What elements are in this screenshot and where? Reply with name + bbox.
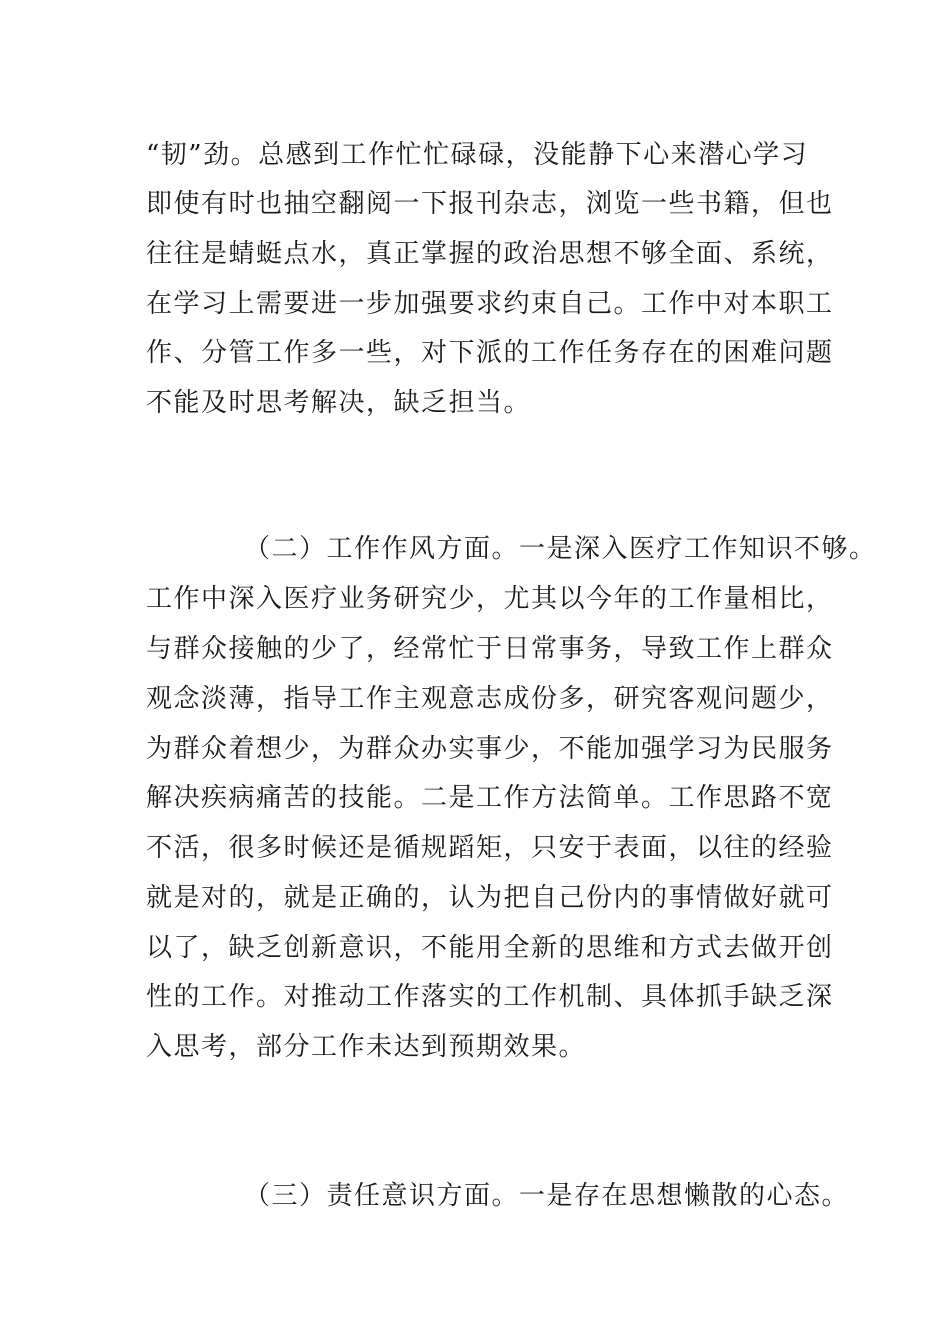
paragraph-line: 为群众着想少，为群众办实事少，不能加强学习为民服务 (146, 734, 834, 764)
paragraph-line: 不能及时思考解决，缺乏担当。 (146, 388, 532, 418)
paragraph-line: 解决疾病痛苦的技能。二是工作方法简单。工作思路不宽 (146, 783, 834, 813)
paragraph-line: 以了，缺乏创新意识，不能用全新的思维和方式去做开创 (146, 933, 834, 963)
paragraph-line: 往往是蜻蜓点水，真正掌握的政治思想不够全面、系统， (146, 239, 834, 269)
paragraph-line: 与群众接触的少了，经常忙于日常事务，导致工作上群众 (146, 634, 834, 664)
paragraph-line: 即使有时也抽空翻阅一下报刊杂志，浏览一些书籍，但也 (146, 189, 834, 219)
paragraph-line: “韧”劲。总感到工作忙忙碌碌，没能静下心来潜心学习 (146, 140, 809, 170)
paragraph-line: 在学习上需要进一步加强要求约束自己。工作中对本职工 (146, 289, 834, 319)
section-heading-line: （三）责任意识方面。一是存在思想懒散的心态。 (244, 1181, 850, 1211)
paragraph-line: 入思考，部分工作未达到预期效果。 (146, 1032, 587, 1062)
paragraph-line: 作、分管工作多一些，对下派的工作任务存在的困难问题 (146, 338, 834, 368)
section-heading-line: （二）工作作风方面。一是深入医疗工作知识不够。 (244, 534, 877, 564)
paragraph-line: 就是对的，就是正确的，认为把自己份内的事情做好就可 (146, 883, 834, 913)
paragraph-line: 观念淡薄，指导工作主观意志成份多，研究客观问题少， (146, 684, 834, 714)
paragraph-line: 工作中深入医疗业务研究少，尤其以今年的工作量相比， (146, 584, 834, 614)
paragraph-line: 性的工作。对推动工作落实的工作机制、具体抓手缺乏深 (146, 982, 834, 1012)
paragraph-line: 不活，很多时候还是循规蹈矩，只安于表面，以往的经验 (146, 833, 834, 863)
